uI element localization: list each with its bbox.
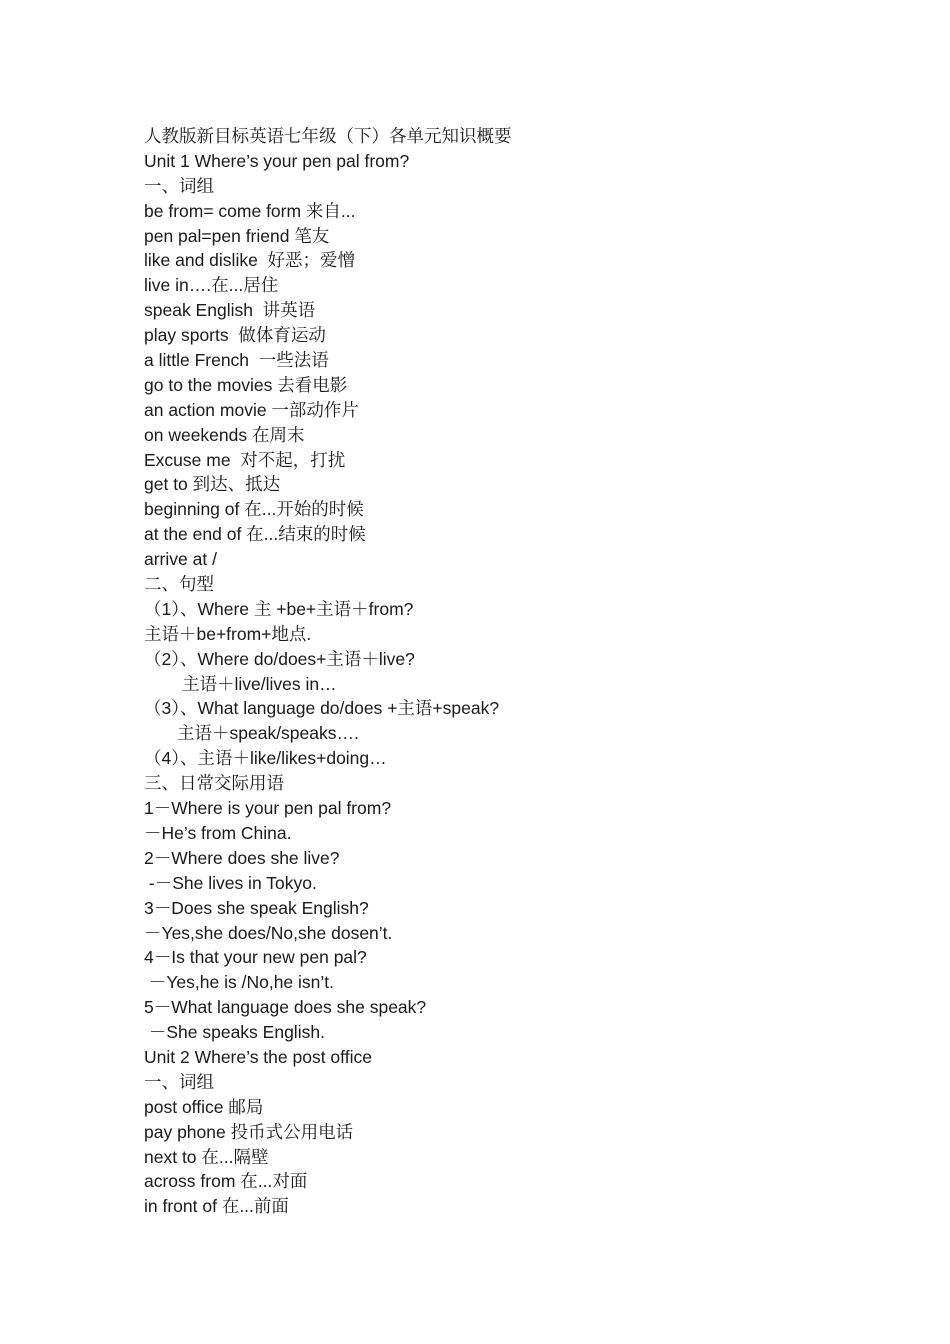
phrase-line: get to 到达、抵达 [144, 474, 281, 495]
phrase-line: Excuse me 对不起，打扰 [144, 449, 346, 470]
document-title: 人教版新目标英语七年级（下）各单元知识概要 [144, 126, 512, 146]
dialogue-line: －Yes,she does/No,she dosen’t. [144, 922, 393, 943]
phrase-line: an action movie 一部动作片 [144, 399, 359, 420]
phrase-line: pen pal=pen friend 笔友 [144, 225, 330, 246]
phrase-line: play sports 做体育运动 [144, 325, 326, 346]
pattern-line: 主语＋speak/speaks…. [177, 723, 359, 744]
pattern-line: 主语＋be+from+地点. [144, 623, 312, 644]
dialogue-line: 2－Where does she live? [144, 847, 340, 868]
phrase-line: beginning of 在...开始的时候 [144, 499, 364, 520]
phrase-line: across from 在...对面 [144, 1171, 308, 1192]
unit1-section-patterns: 二、句型 [144, 574, 214, 595]
dialogue-line: 5－What language does she speak? [144, 997, 427, 1018]
phrase-line: arrive at / [144, 549, 217, 570]
dialogue-line: -－She lives in Tokyo. [144, 872, 317, 893]
phrase-line: in front of 在...前面 [144, 1196, 289, 1217]
phrase-line: speak English 讲英语 [144, 300, 316, 321]
dialogue-line: 3－Does she speak English? [144, 897, 369, 918]
phrase-line: like and dislike 好恶；爱憎 [144, 250, 356, 271]
pattern-line: （3）、What language do/does +主语+speak? [144, 698, 500, 719]
unit2-heading: Unit 2 Where’s the post office [144, 1046, 372, 1067]
dialogue-line: 1－Where is your pen pal from? [144, 798, 392, 819]
unit1-section-phrases: 一、词组 [144, 175, 214, 196]
pattern-line: 主语＋live/lives in… [182, 673, 337, 694]
unit1-section-dialogues: 三、日常交际用语 [144, 773, 284, 794]
unit2-section-phrases: 一、词组 [144, 1071, 214, 1092]
phrase-line: on weekends 在周末 [144, 424, 305, 445]
dialogue-line: －Yes,he is /No,he isn’t. [144, 972, 335, 993]
document-body [144, 124, 864, 1219]
phrase-line: post office 邮局 [144, 1096, 264, 1117]
phrase-line: live in….在...居住 [144, 275, 279, 296]
phrase-line: a little French 一些法语 [144, 350, 329, 371]
phrase-line: at the end of 在...结束的时候 [144, 524, 366, 545]
pattern-line: （1）、Where 主 +be+主语＋from? [144, 598, 414, 619]
dialogue-line: －She speaks English. [144, 1022, 325, 1043]
dialogue-line: －He’s from China. [144, 822, 292, 843]
dialogue-line: 4－Is that your new pen pal? [144, 947, 367, 968]
phrase-line: go to the movies 去看电影 [144, 374, 348, 395]
pattern-line: （4）、主语＋like/likes+doing… [144, 748, 387, 769]
phrase-line: be from= come form 来自... [144, 200, 356, 221]
phrase-line: pay phone 投币式公用电话 [144, 1121, 354, 1142]
pattern-line: （2）、Where do/does+主语＋live? [144, 648, 415, 669]
unit1-heading: Unit 1 Where’s your pen pal from? [144, 150, 410, 171]
phrase-line: next to 在...隔壁 [144, 1146, 269, 1167]
